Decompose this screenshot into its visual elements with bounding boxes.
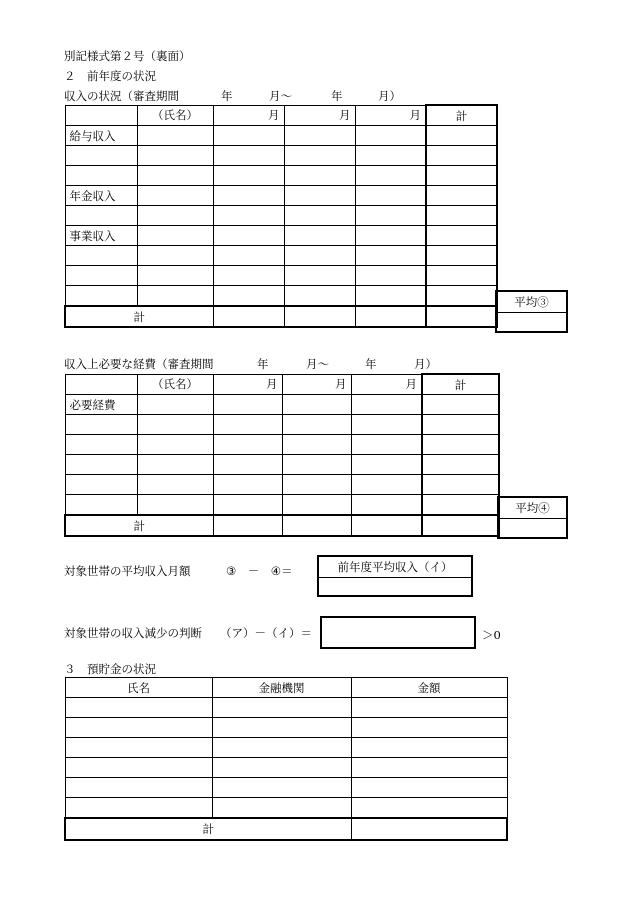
table-row (65, 758, 507, 778)
income-cell[interactable] (137, 286, 213, 307)
income-cell[interactable] (284, 286, 355, 307)
income-total-cell[interactable] (426, 286, 497, 307)
income-total-cell[interactable] (426, 226, 497, 246)
expense-header-month-3: 月 (351, 374, 422, 395)
expense-cell[interactable] (351, 475, 422, 495)
expense-cell[interactable] (137, 455, 213, 475)
income-total-cell[interactable] (426, 126, 497, 146)
table-row (65, 475, 499, 495)
savings-cell[interactable] (351, 798, 507, 819)
expense-caption-month2: 月） (414, 357, 437, 371)
income-header-month-3: 月 (355, 105, 426, 126)
expense-cell[interactable] (282, 435, 351, 455)
table-row (65, 415, 499, 435)
expense-row-label (65, 435, 137, 455)
savings-total-label: 計 (65, 818, 351, 840)
income-cell[interactable] (137, 266, 213, 286)
income-row-label (65, 166, 137, 186)
expense-total-cell[interactable] (422, 455, 499, 475)
savings-cell[interactable] (65, 718, 212, 738)
expense-cell[interactable] (282, 495, 351, 516)
savings-cell[interactable] (351, 758, 507, 778)
income-cell[interactable] (284, 146, 355, 166)
income-cell[interactable] (355, 186, 426, 206)
expense-total-cell[interactable] (422, 435, 499, 455)
section2-heading: ２ 前年度の状況 (64, 69, 156, 83)
avg-income-label: 対象世帯の平均収入月額 (64, 564, 191, 578)
expense-total-label: 計 (65, 515, 213, 536)
expense-cell[interactable] (213, 475, 282, 495)
income-cell[interactable] (213, 146, 284, 166)
income-cell[interactable] (137, 226, 213, 246)
income-total-cell[interactable] (426, 266, 497, 286)
income-cell[interactable] (284, 266, 355, 286)
table-row (65, 455, 499, 475)
income-caption-year1: 年 (221, 89, 233, 103)
table-row (65, 395, 499, 415)
avg-income-box-value[interactable] (319, 578, 471, 596)
savings-header-bank: 金融機関 (212, 678, 351, 698)
expense-cell[interactable] (213, 495, 282, 516)
savings-total-row (65, 818, 507, 840)
form-title: 別記様式第２号（裏面） (64, 49, 191, 63)
expense-total-cell[interactable] (422, 495, 499, 516)
avg-income-box (317, 555, 473, 597)
table-row (65, 266, 497, 286)
income-cell[interactable] (213, 206, 284, 226)
decrease-box[interactable] (320, 616, 476, 649)
table-row (65, 186, 497, 206)
savings-header-amount: 金額 (351, 678, 507, 698)
expense-header-blank (65, 374, 137, 395)
savings-total-cell[interactable] (351, 818, 507, 840)
income-row-label: 年金収入 (65, 186, 137, 206)
income-cell[interactable] (284, 186, 355, 206)
table-row (65, 778, 507, 798)
income-header-row (65, 105, 497, 126)
expense-cell[interactable] (351, 435, 422, 455)
expense-row-label (65, 495, 137, 516)
income-cell[interactable] (213, 186, 284, 206)
expense-cell[interactable] (282, 415, 351, 435)
income-cell[interactable] (137, 206, 213, 226)
income-cell[interactable] (284, 126, 355, 146)
income-cell[interactable] (355, 126, 426, 146)
savings-header-name: 氏名 (65, 678, 212, 698)
income-cell[interactable] (213, 126, 284, 146)
income-grand-total-cell[interactable] (426, 306, 497, 327)
expense-cell[interactable] (351, 415, 422, 435)
income-cell[interactable] (284, 166, 355, 186)
income-cell[interactable] (355, 206, 426, 226)
income-total-row (65, 306, 497, 327)
expense-header-name: （氏名） (137, 374, 213, 395)
table-row (65, 166, 497, 186)
savings-cell[interactable] (212, 718, 351, 738)
income-row-label (65, 206, 137, 226)
income-caption-year2: 年 (331, 89, 343, 103)
avg-income-formula: ③ － ④＝ (226, 564, 293, 578)
savings-cell[interactable] (65, 758, 212, 778)
expense-total-cell[interactable] (422, 475, 499, 495)
income-total-label: 計 (65, 306, 213, 327)
expense-header-row (65, 374, 499, 395)
savings-cell[interactable] (65, 738, 212, 758)
income-cell[interactable] (137, 246, 213, 266)
section3-heading: ３ 預貯金の状況 (64, 662, 156, 676)
expense-cell[interactable] (213, 455, 282, 475)
expense-caption-year2: 年 (365, 357, 377, 371)
income-header-month-1: 月 (213, 105, 284, 126)
income-cell[interactable] (355, 266, 426, 286)
expense-cell[interactable] (137, 435, 213, 455)
table-row (65, 126, 497, 146)
decrease-suffix: ＞0 (482, 628, 501, 642)
expense-cell[interactable] (137, 415, 213, 435)
table-row (65, 718, 507, 738)
income-total-cell[interactable] (426, 186, 497, 206)
income-average-box (495, 290, 568, 333)
expense-average-value[interactable] (499, 519, 566, 538)
income-header-name: （氏名） (137, 105, 213, 126)
income-row-label: 事業収入 (65, 226, 137, 246)
table-row (65, 698, 507, 718)
income-header-blank (65, 105, 137, 126)
income-total-month-cell[interactable] (284, 306, 355, 327)
table-row (65, 495, 499, 516)
income-caption-month2: 月） (378, 89, 401, 103)
savings-cell[interactable] (65, 698, 212, 718)
savings-cell[interactable] (212, 738, 351, 758)
expense-header-month-2: 月 (282, 374, 351, 395)
expense-total-cell[interactable] (422, 415, 499, 435)
savings-cell[interactable] (65, 798, 212, 819)
expense-total-month-cell[interactable] (351, 515, 422, 536)
income-cell[interactable] (284, 206, 355, 226)
income-total-cell[interactable] (426, 246, 497, 266)
income-average-label: 平均③ (497, 292, 566, 313)
expense-row-label (65, 415, 137, 435)
income-table (64, 104, 498, 328)
income-cell[interactable] (213, 226, 284, 246)
income-cell[interactable] (213, 286, 284, 307)
income-cell[interactable] (213, 246, 284, 266)
expense-caption-month1: 月～ (306, 357, 329, 371)
income-caption-prefix: 収入の状況（審査期間 (64, 89, 179, 103)
expense-total-month-cell[interactable] (213, 515, 282, 536)
income-cell[interactable] (137, 126, 213, 146)
expense-cell[interactable] (137, 395, 213, 415)
expense-total-month-cell[interactable] (282, 515, 351, 536)
table-row (65, 738, 507, 758)
income-average-value[interactable] (497, 313, 566, 332)
savings-header-row (65, 678, 507, 698)
expense-cell[interactable] (351, 495, 422, 516)
savings-cell[interactable] (351, 698, 507, 718)
table-row (65, 226, 497, 246)
expense-total-cell[interactable] (422, 395, 499, 415)
income-cell[interactable] (284, 226, 355, 246)
expense-total-row (65, 515, 499, 536)
income-header-total: 計 (426, 105, 497, 126)
expense-row-label (65, 475, 137, 495)
income-cell[interactable] (355, 146, 426, 166)
expense-header-total: 計 (422, 374, 499, 395)
income-total-cell[interactable] (426, 166, 497, 186)
expense-cell[interactable] (282, 475, 351, 495)
income-cell[interactable] (355, 166, 426, 186)
expense-caption-prefix: 収入上必要な経費（審査期間 (64, 357, 214, 371)
savings-cell[interactable] (212, 778, 351, 798)
table-row (65, 146, 497, 166)
expense-row-label: 必要経費 (65, 395, 137, 415)
expense-cell[interactable] (282, 395, 351, 415)
decrease-label: 対象世帯の収入減少の判断 (64, 626, 202, 640)
table-row (65, 206, 497, 226)
income-cell[interactable] (213, 166, 284, 186)
savings-cell[interactable] (65, 778, 212, 798)
decrease-formula: （ア）－（イ）＝ (220, 626, 312, 640)
income-cell[interactable] (137, 146, 213, 166)
savings-cell[interactable] (212, 698, 351, 718)
income-total-cell[interactable] (426, 206, 497, 226)
expense-grand-total-cell[interactable] (422, 515, 499, 536)
expense-cell[interactable] (213, 415, 282, 435)
expense-cell[interactable] (213, 435, 282, 455)
savings-cell[interactable] (351, 738, 507, 758)
income-cell[interactable] (355, 246, 426, 266)
income-row-label: 給与収入 (65, 126, 137, 146)
expense-average-box (497, 496, 568, 539)
expense-row-label (65, 455, 137, 475)
expense-cell[interactable] (137, 475, 213, 495)
income-total-month-cell[interactable] (355, 306, 426, 327)
income-cell[interactable] (284, 246, 355, 266)
expense-table (64, 373, 500, 537)
expense-cell[interactable] (282, 455, 351, 475)
savings-table (64, 677, 508, 841)
savings-cell[interactable] (212, 758, 351, 778)
expense-cell[interactable] (137, 495, 213, 516)
income-row-label (65, 246, 137, 266)
expense-header-month-1: 月 (213, 374, 282, 395)
savings-cell[interactable] (351, 718, 507, 738)
avg-income-box-label: 前年度平均収入（イ） (319, 557, 471, 578)
income-cell[interactable] (213, 266, 284, 286)
table-row (65, 435, 499, 455)
income-cell[interactable] (137, 186, 213, 206)
table-row (65, 246, 497, 266)
table-row (65, 798, 507, 819)
income-row-label (65, 146, 137, 166)
expense-cell[interactable] (213, 395, 282, 415)
expense-cell[interactable] (351, 455, 422, 475)
income-header-month-2: 月 (284, 105, 355, 126)
savings-cell[interactable] (212, 798, 351, 819)
expense-average-label: 平均④ (499, 498, 566, 519)
income-total-cell[interactable] (426, 146, 497, 166)
income-cell[interactable] (355, 286, 426, 307)
income-caption-month1: 月～ (269, 89, 292, 103)
income-cell[interactable] (137, 166, 213, 186)
expense-caption-year1: 年 (257, 357, 269, 371)
income-row-label (65, 266, 137, 286)
income-row-label (65, 286, 137, 307)
savings-cell[interactable] (351, 778, 507, 798)
expense-cell[interactable] (351, 395, 422, 415)
table-row (65, 286, 497, 307)
income-total-month-cell[interactable] (213, 306, 284, 327)
income-cell[interactable] (355, 226, 426, 246)
